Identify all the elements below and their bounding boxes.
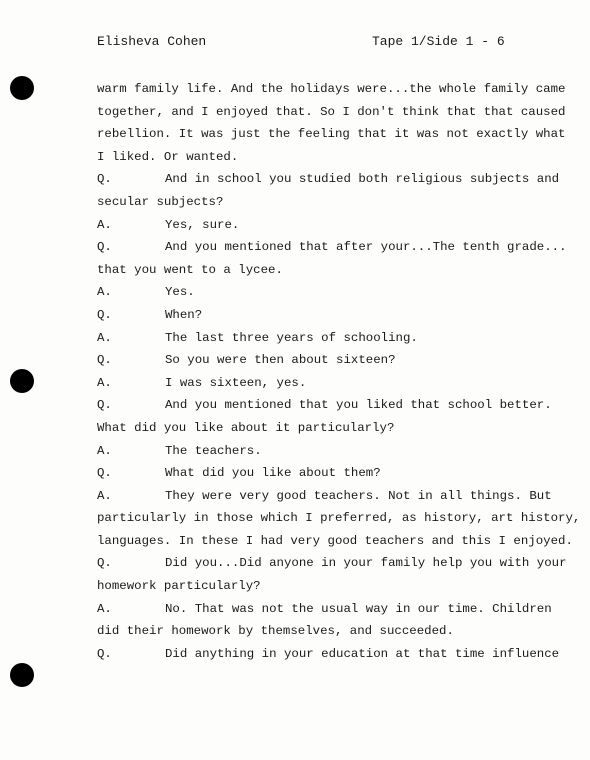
transcript-line: A. Yes, sure. <box>97 217 240 232</box>
transcript-body <box>97 78 581 665</box>
transcript-line: A. The teachers. <box>97 443 262 458</box>
transcript-line: that you went to a lycee. <box>97 262 283 277</box>
transcript-line: Q. When? <box>97 307 203 322</box>
tape-side-page: Tape 1/Side 1 - 6 <box>372 34 505 49</box>
transcript-line: What did you like about it particularly? <box>97 420 395 435</box>
transcript-line: languages. In these I had very good teachers and this I enjoyed. <box>97 533 573 548</box>
transcript-line: did their homework by themselves, and succeeded. <box>97 624 454 639</box>
transcript-line: Q. And you mentioned that after your...The tenth grade... <box>97 240 567 255</box>
interviewee-name: Elisheva Cohen <box>97 34 207 49</box>
transcript-line: secular subjects? <box>97 194 224 209</box>
transcript-line: homework particularly? <box>97 579 261 594</box>
transcript-line: A. The last three years of schooling. <box>97 330 418 345</box>
transcript-line: A. They were very good teachers. Not in all things. But <box>97 488 552 503</box>
transcript-line: Q. So you were then about sixteen? <box>97 353 396 368</box>
transcript-line: A. No. That was not the usual way in our time. Children <box>97 601 552 616</box>
transcript-line: rebellion. It was just the feeling that it was not exactly what <box>97 127 566 142</box>
transcript-line: Q. What did you like about them? <box>97 466 381 481</box>
punch-hole <box>10 663 34 687</box>
transcript-line: warm family life. And the holidays were...the whole family came <box>97 82 566 96</box>
transcript-line: Q. And you mentioned that you liked that school better. <box>97 398 552 413</box>
transcript-line: Q. And in school you studied both religious subjects and <box>97 172 560 187</box>
transcript-line: Q. Did anything in your education at that time influence <box>97 646 560 661</box>
transcript-line: Q. Did you...Did anyone in your family help you with your <box>97 556 567 571</box>
transcript-line: A. Yes. <box>97 285 195 300</box>
transcript-line: I liked. Or wanted. <box>97 149 239 164</box>
transcript-line: A. I was sixteen, yes. <box>97 375 307 390</box>
transcript-line: particularly in those which I preferred, as history, art history, <box>97 511 581 526</box>
punch-hole <box>10 76 34 100</box>
transcript-line: together, and I enjoyed that. So I don't think that that caused <box>97 104 566 119</box>
punch-hole <box>10 369 34 393</box>
